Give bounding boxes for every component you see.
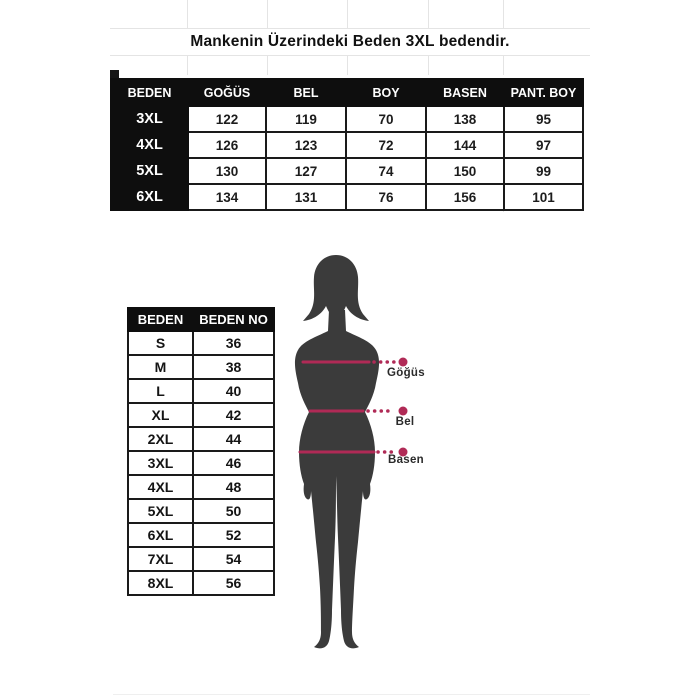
female-silhouette <box>270 250 440 655</box>
column-header-pant-boy: PANT. BOY <box>504 79 583 106</box>
grid-line <box>347 55 348 75</box>
table-row <box>111 184 583 210</box>
value-cell: 126 <box>188 132 266 158</box>
size-no-cell: 42 <box>193 403 274 427</box>
measurement-figure <box>270 250 440 655</box>
size-no-cell: 36 <box>193 331 274 355</box>
size-cell: 4XL <box>111 132 188 158</box>
value-cell: 74 <box>346 158 426 184</box>
table-row <box>128 451 274 475</box>
size-cell: XL <box>128 403 193 427</box>
column-header-beden-no: BEDEN NO <box>193 308 274 331</box>
table-row <box>111 132 583 158</box>
size-cell: 3XL <box>128 451 193 475</box>
size-cell: 2XL <box>128 427 193 451</box>
size-no-cell: 44 <box>193 427 274 451</box>
size-number-table <box>127 307 275 596</box>
table-row <box>128 475 274 499</box>
size-cell: M <box>128 355 193 379</box>
table-row <box>128 331 274 355</box>
table-row <box>128 403 274 427</box>
size-no-cell: 46 <box>193 451 274 475</box>
hips-label: Basen <box>387 454 425 466</box>
chest-label: Göğüs <box>387 367 425 379</box>
value-cell: 127 <box>266 158 346 184</box>
size-cell: 8XL <box>128 571 193 595</box>
size-cell: 3XL <box>111 106 188 132</box>
grid-line <box>267 0 268 28</box>
measurement-dot-waist <box>399 407 408 416</box>
column-header-boy: BOY <box>346 79 426 106</box>
table-row <box>128 427 274 451</box>
grid-line <box>113 694 590 695</box>
value-cell: 72 <box>346 132 426 158</box>
table-row <box>128 523 274 547</box>
value-cell: 130 <box>188 158 266 184</box>
size-no-cell: 38 <box>193 355 274 379</box>
column-header-beden: BEDEN <box>111 79 188 106</box>
size-no-cell: 50 <box>193 499 274 523</box>
size-no-cell: 40 <box>193 379 274 403</box>
value-cell: 134 <box>188 184 266 210</box>
value-cell: 122 <box>188 106 266 132</box>
page-title: Mankenin Üzerindeki Beden 3XL bedendir. <box>190 33 510 50</box>
size-cell: 5XL <box>111 158 188 184</box>
size-no-cell: 56 <box>193 571 274 595</box>
grid-line <box>110 28 590 29</box>
value-cell: 156 <box>426 184 504 210</box>
measurement-dot-chest <box>399 358 408 367</box>
value-cell: 123 <box>266 132 346 158</box>
size-no-cell: 48 <box>193 475 274 499</box>
column-header-beden: BEDEN <box>128 308 193 331</box>
value-cell: 144 <box>426 132 504 158</box>
value-cell: 119 <box>266 106 346 132</box>
waist-label: Bel <box>395 416 415 428</box>
size-no-cell: 52 <box>193 523 274 547</box>
column-header-basen: BASEN <box>426 79 504 106</box>
size-cell: 7XL <box>128 547 193 571</box>
grid-line <box>503 0 504 28</box>
size-no-cell: 54 <box>193 547 274 571</box>
grid-line <box>428 0 429 28</box>
table-header-row <box>111 79 583 106</box>
column-header-bel: BEL <box>266 79 346 106</box>
value-cell: 101 <box>504 184 583 210</box>
size-measurements-table <box>110 78 584 211</box>
grid-line <box>428 55 429 75</box>
table-row <box>111 158 583 184</box>
grid-line <box>110 55 590 56</box>
size-cell: 5XL <box>128 499 193 523</box>
size-cell: 6XL <box>111 184 188 210</box>
value-cell: 95 <box>504 106 583 132</box>
table-row <box>111 106 583 132</box>
table-row <box>128 355 274 379</box>
grid-line <box>187 55 188 75</box>
value-cell: 138 <box>426 106 504 132</box>
size-cell: L <box>128 379 193 403</box>
table-row <box>128 379 274 403</box>
table-header-row <box>128 308 274 331</box>
grid-line <box>503 55 504 75</box>
table-row <box>128 547 274 571</box>
value-cell: 131 <box>266 184 346 210</box>
size-cell: S <box>128 331 193 355</box>
grid-line <box>347 0 348 28</box>
value-cell: 150 <box>426 158 504 184</box>
column-header-gogus: GOĞÜS <box>188 79 266 106</box>
grid-line <box>267 55 268 75</box>
value-cell: 70 <box>346 106 426 132</box>
table-row <box>128 499 274 523</box>
value-cell: 76 <box>346 184 426 210</box>
grid-line <box>187 0 188 28</box>
value-cell: 97 <box>504 132 583 158</box>
size-cell: 4XL <box>128 475 193 499</box>
value-cell: 99 <box>504 158 583 184</box>
table-row <box>128 571 274 595</box>
size-cell: 6XL <box>128 523 193 547</box>
